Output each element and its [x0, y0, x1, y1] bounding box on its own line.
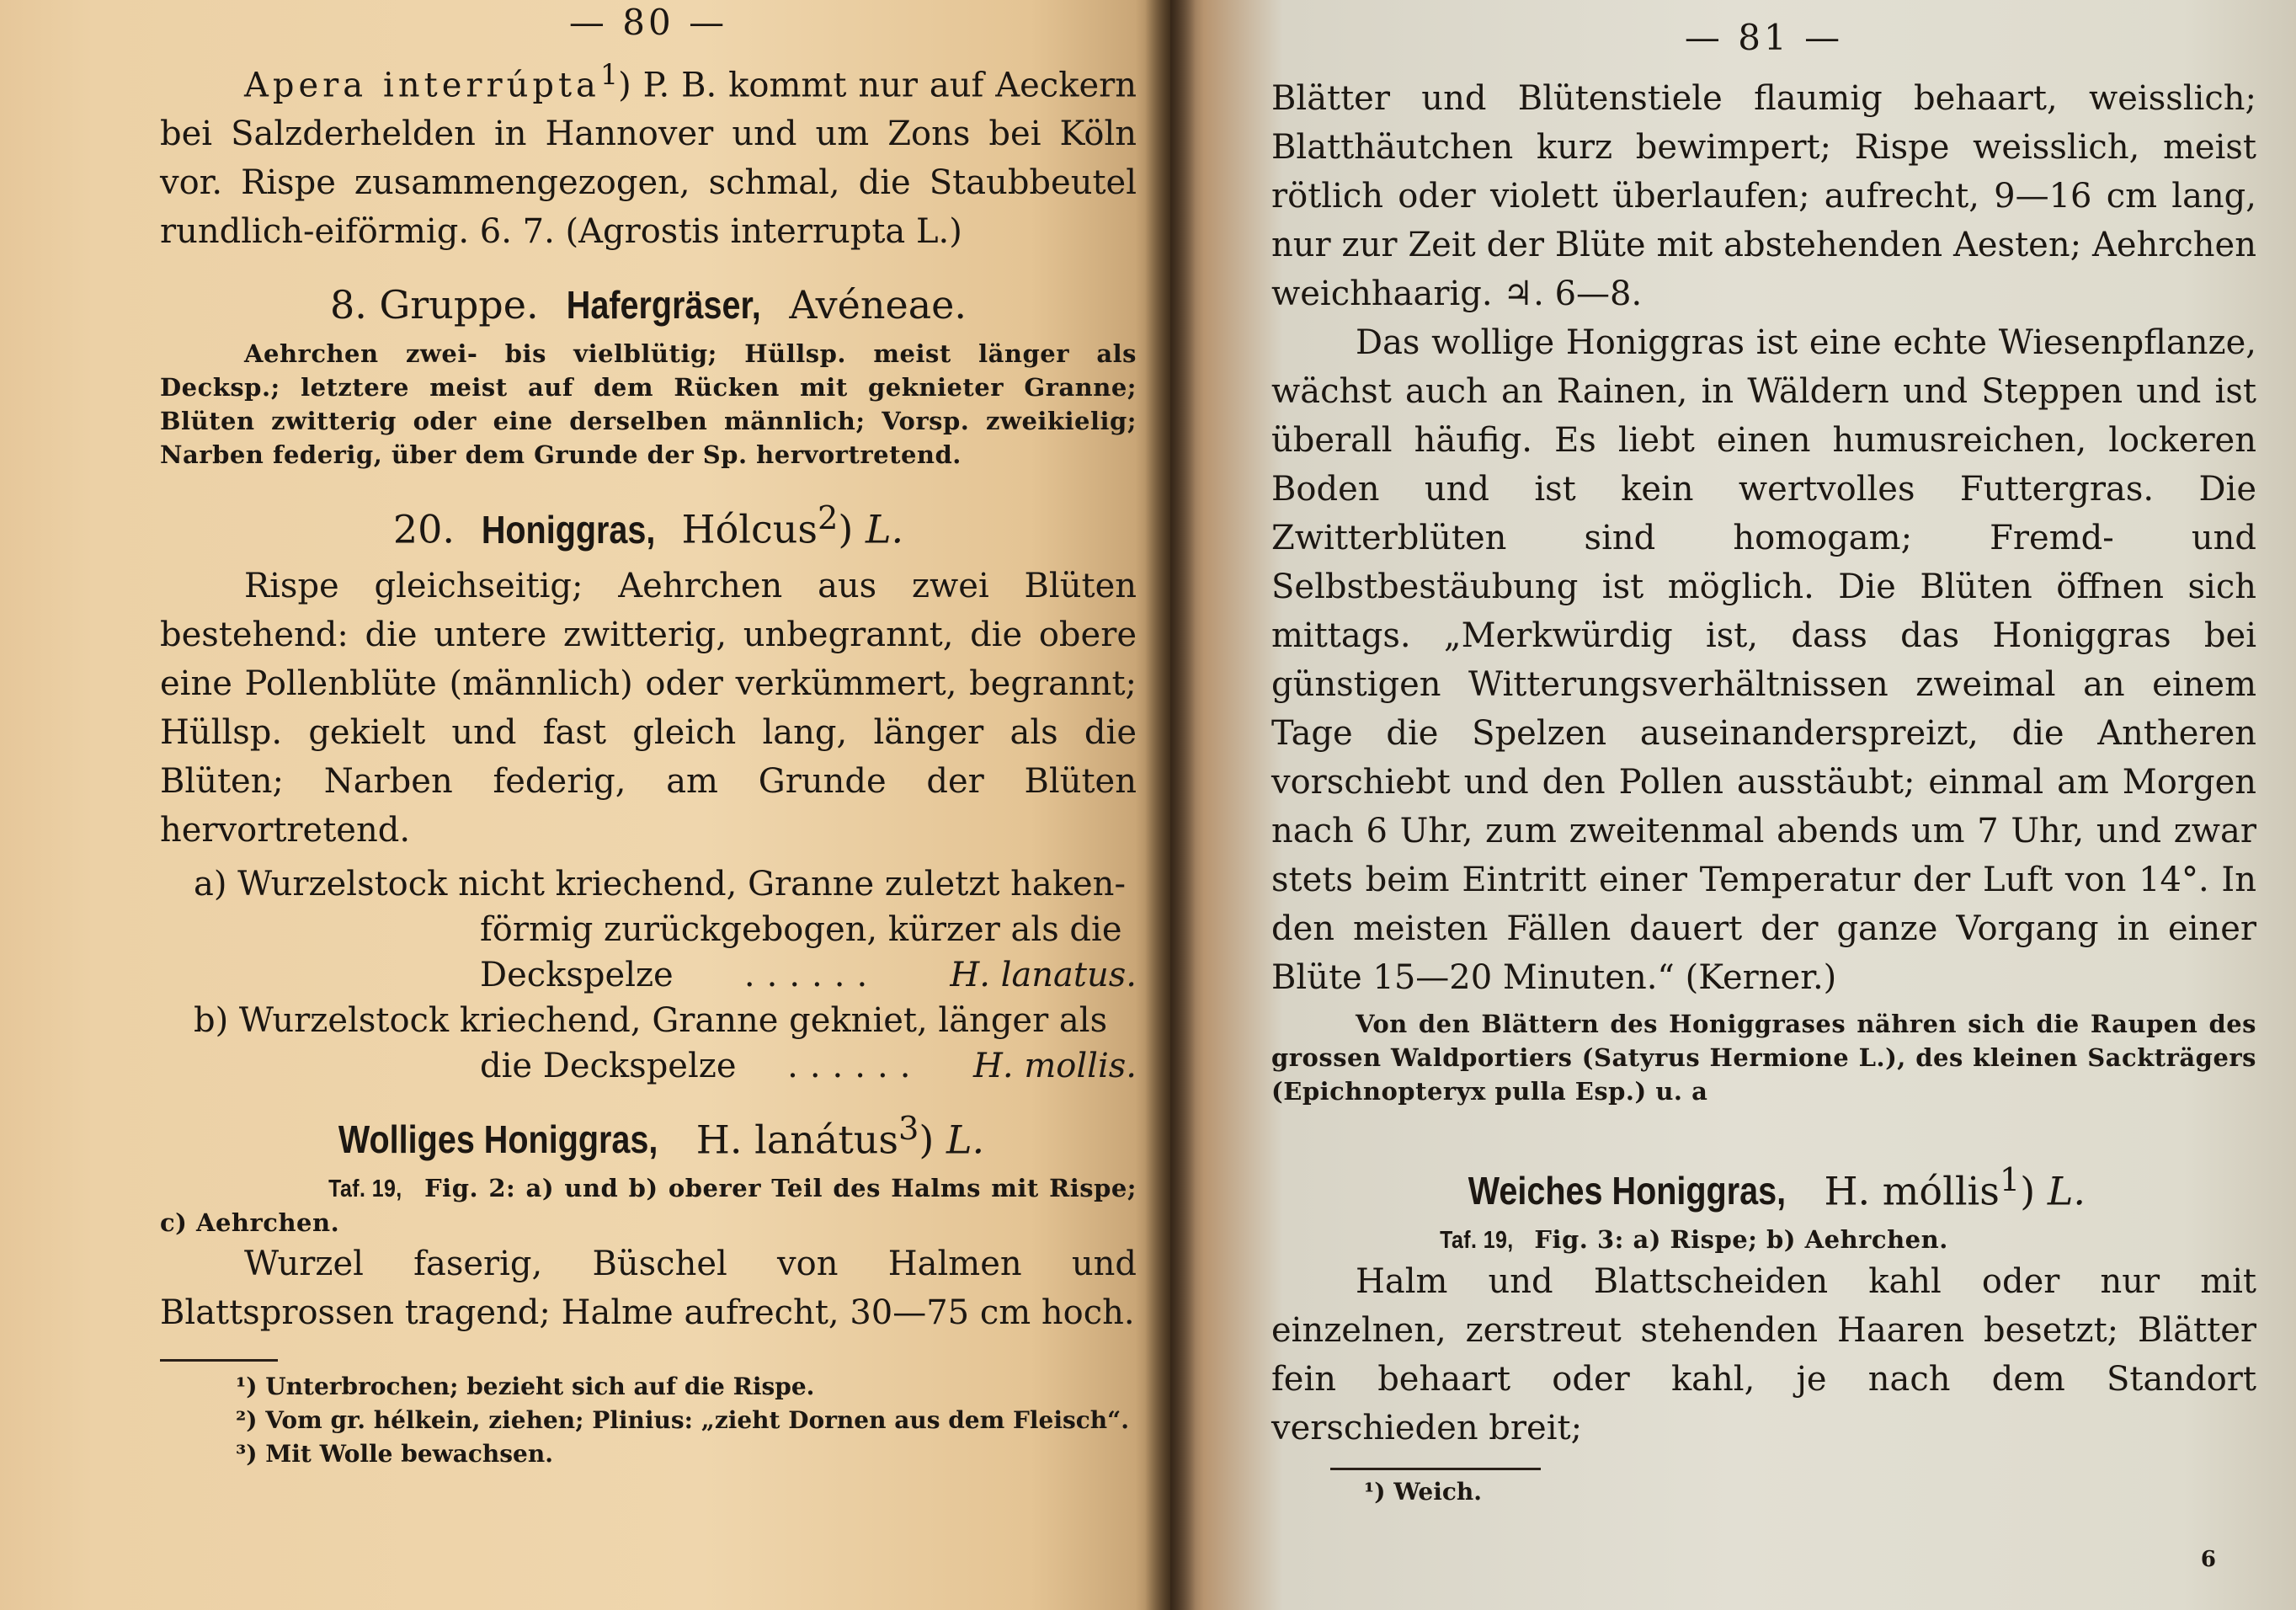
footnote-3: ³) Mit Wolle bewachsen. [236, 1439, 553, 1468]
apera-paragraph: Apera interrúpta$^1$) P. B. kommt nur auf Aeckern bei Salzderhelden in Hannover und um Zons bei Köln vor. Rispe zusammengezogen, schmal, die Staubbeutel rundlich-eiförmig. 6. 7. (Agrostis interrupta L.) [160, 58, 1137, 252]
page-number-left: — 80 — [568, 2, 728, 43]
apera-name: Apera interrúpta [244, 66, 600, 105]
species-heading: Wolliges Honiggras, H. lanátus$^3$) L. [160, 1104, 1137, 1165]
footnote-ref: 1 [599, 58, 619, 91]
key-b-line2: die Deckspelze ...... H. mollis. [194, 1043, 1137, 1089]
species-name-2: Weiches Honiggras, [1468, 1169, 1787, 1213]
footnote-right: ¹) Weich. [1364, 1478, 1483, 1506]
group-description: Aehrchen zwei- bis vielblütig; Hüllsp. meist länger als Decksp.; letztere meist auf dem Rücken mit geknieter Granne; Blüten zwitterig oder eine derselben männlich; Vorsp. zweikielig; Narben federig, über dem Grunde der Sp. hervortretend. [160, 339, 1137, 470]
genus-heading: 20. Honiggras, Hólcus$^2$) L. [160, 493, 1137, 554]
plate-reference-2: Taf. 19, Fig. 3: a) Rispe; b) Aehrchen. [1440, 1225, 1948, 1255]
habitat-paragraph: Das wollige Honiggras ist eine echte Wiesenpflanze, wächst auch an Rainen, in Wäldern und Steppen und ist überall häufig. Es liebt einen humusreichen, lockeren Boden und ist kein wertvolles Futtergras. Die Zwitterblüten sind homogam; Fremd- und Selbstbestäubung ist möglich. Die Blüten öffnen sich mittags. „Merkwürdig ist, dass das Honiggras bei günstigen Witterungsverhältnissen zweimal an einem Tage die Spelzen auseinanderspreizt, die Antheren vorschiebt und den Pollen ausstäubt; einmal am Morgen nach 6 Uhr, zum zweitenmal abends um 7 Uhr, und zwar stets beim Eintritt einer Temperatur der Luft von 14°. In den meisten Fällen dauert der ganze Vorgang in einer Blüte 15—20 Minuten.“ (Kerner.) [1271, 323, 2256, 997]
genus-description: Rispe gleichseitig; Aehrchen aus zwei Blüten bestehend: die untere zwitterig, unbegrannt, die obere eine Pollenblüte (männlich) oder verkümmert, begrannt; Hüllsp. gekielt und fast gleich lang, länger als die Blüten; Narben federig, am Grunde der Blüten hervortretend. [160, 566, 1137, 850]
group-heading: 8. Gruppe. Hafergräser, Avéneae. [160, 280, 1137, 330]
species-name: Wolliges Honiggras, [338, 1117, 658, 1161]
species-description-cont: Blätter und Blütenstiele flaumig behaart, weisslich; Blatthäutchen kurz bewimpert; Rispe weisslich, meist rötlich oder violett überlaufen; aufrecht, 9—16 cm lang, nur zur Zeit der Blüte mit abstehenden Aesten; Aehrchen weichhaarig. ♃. 6—8. [1271, 79, 2256, 313]
footnote-rule [160, 1359, 278, 1362]
species-plate-reference: Taf. 19, Fig. 2: a) und b) oberer Teil des Halms mit Rispe; c) Aehrchen. [160, 1173, 1137, 1237]
key-a-result: H. lanatus. [950, 955, 1137, 994]
key-b-result: H. mollis. [973, 1046, 1137, 1085]
genus-name: Honiggras, [481, 507, 656, 552]
footnote-1: ¹) Unterbrochen; bezieht sich auf die Rispe. [236, 1372, 815, 1400]
key-a-line3: Deckspelze ...... H. lanatus. [194, 952, 1137, 998]
page-number-right: — 81 — [1684, 17, 1844, 58]
key-a-line2: förmig zurückgebogen, kürzer als die [480, 909, 1122, 949]
species-description-2: Halm und Blattscheiden kahl oder nur mit einzelnen, zerstreut stehenden Haaren besetzt; Blätter fein behaart oder kahl, je nach dem Standort verschieden breit; [1271, 1262, 2256, 1448]
signature-mark: 6 [2200, 1547, 2216, 1572]
species-description: Wurzel faserig, Büschel von Halmen und Blattsprossen tragend; Halme aufrecht, 30—75 cm hoch. [160, 1244, 1137, 1332]
footnote-rule-right [1330, 1468, 1541, 1470]
key-a-line1: a) Wurzelstock nicht kriechend, Granne zuletzt haken- [194, 864, 1126, 904]
book-gutter [1145, 0, 1196, 1610]
footnote-2: ²) Vom gr. hélkein, ziehen; Plinius: „zieht Dornen aus dem Fleisch“. [236, 1405, 1129, 1434]
key-b-line1: b) Wurzelstock kriechend, Granne gekniet, länger als [194, 1000, 1108, 1040]
species-heading-2: Weiches Honiggras, H. móllis$^1$) L. [1271, 1155, 2256, 1216]
caterpillar-note: Von den Blättern des Honiggrases nähren sich die Raupen des grossen Waldportiers (Satyrus Hermione L.), des kleinen Sackträgers (Epichnopteryx pulla Esp.) u. a [1271, 1010, 2256, 1106]
group-name: Hafergräser, [566, 283, 761, 328]
right-page [1170, 0, 2296, 1610]
identification-key [160, 861, 1137, 1089]
